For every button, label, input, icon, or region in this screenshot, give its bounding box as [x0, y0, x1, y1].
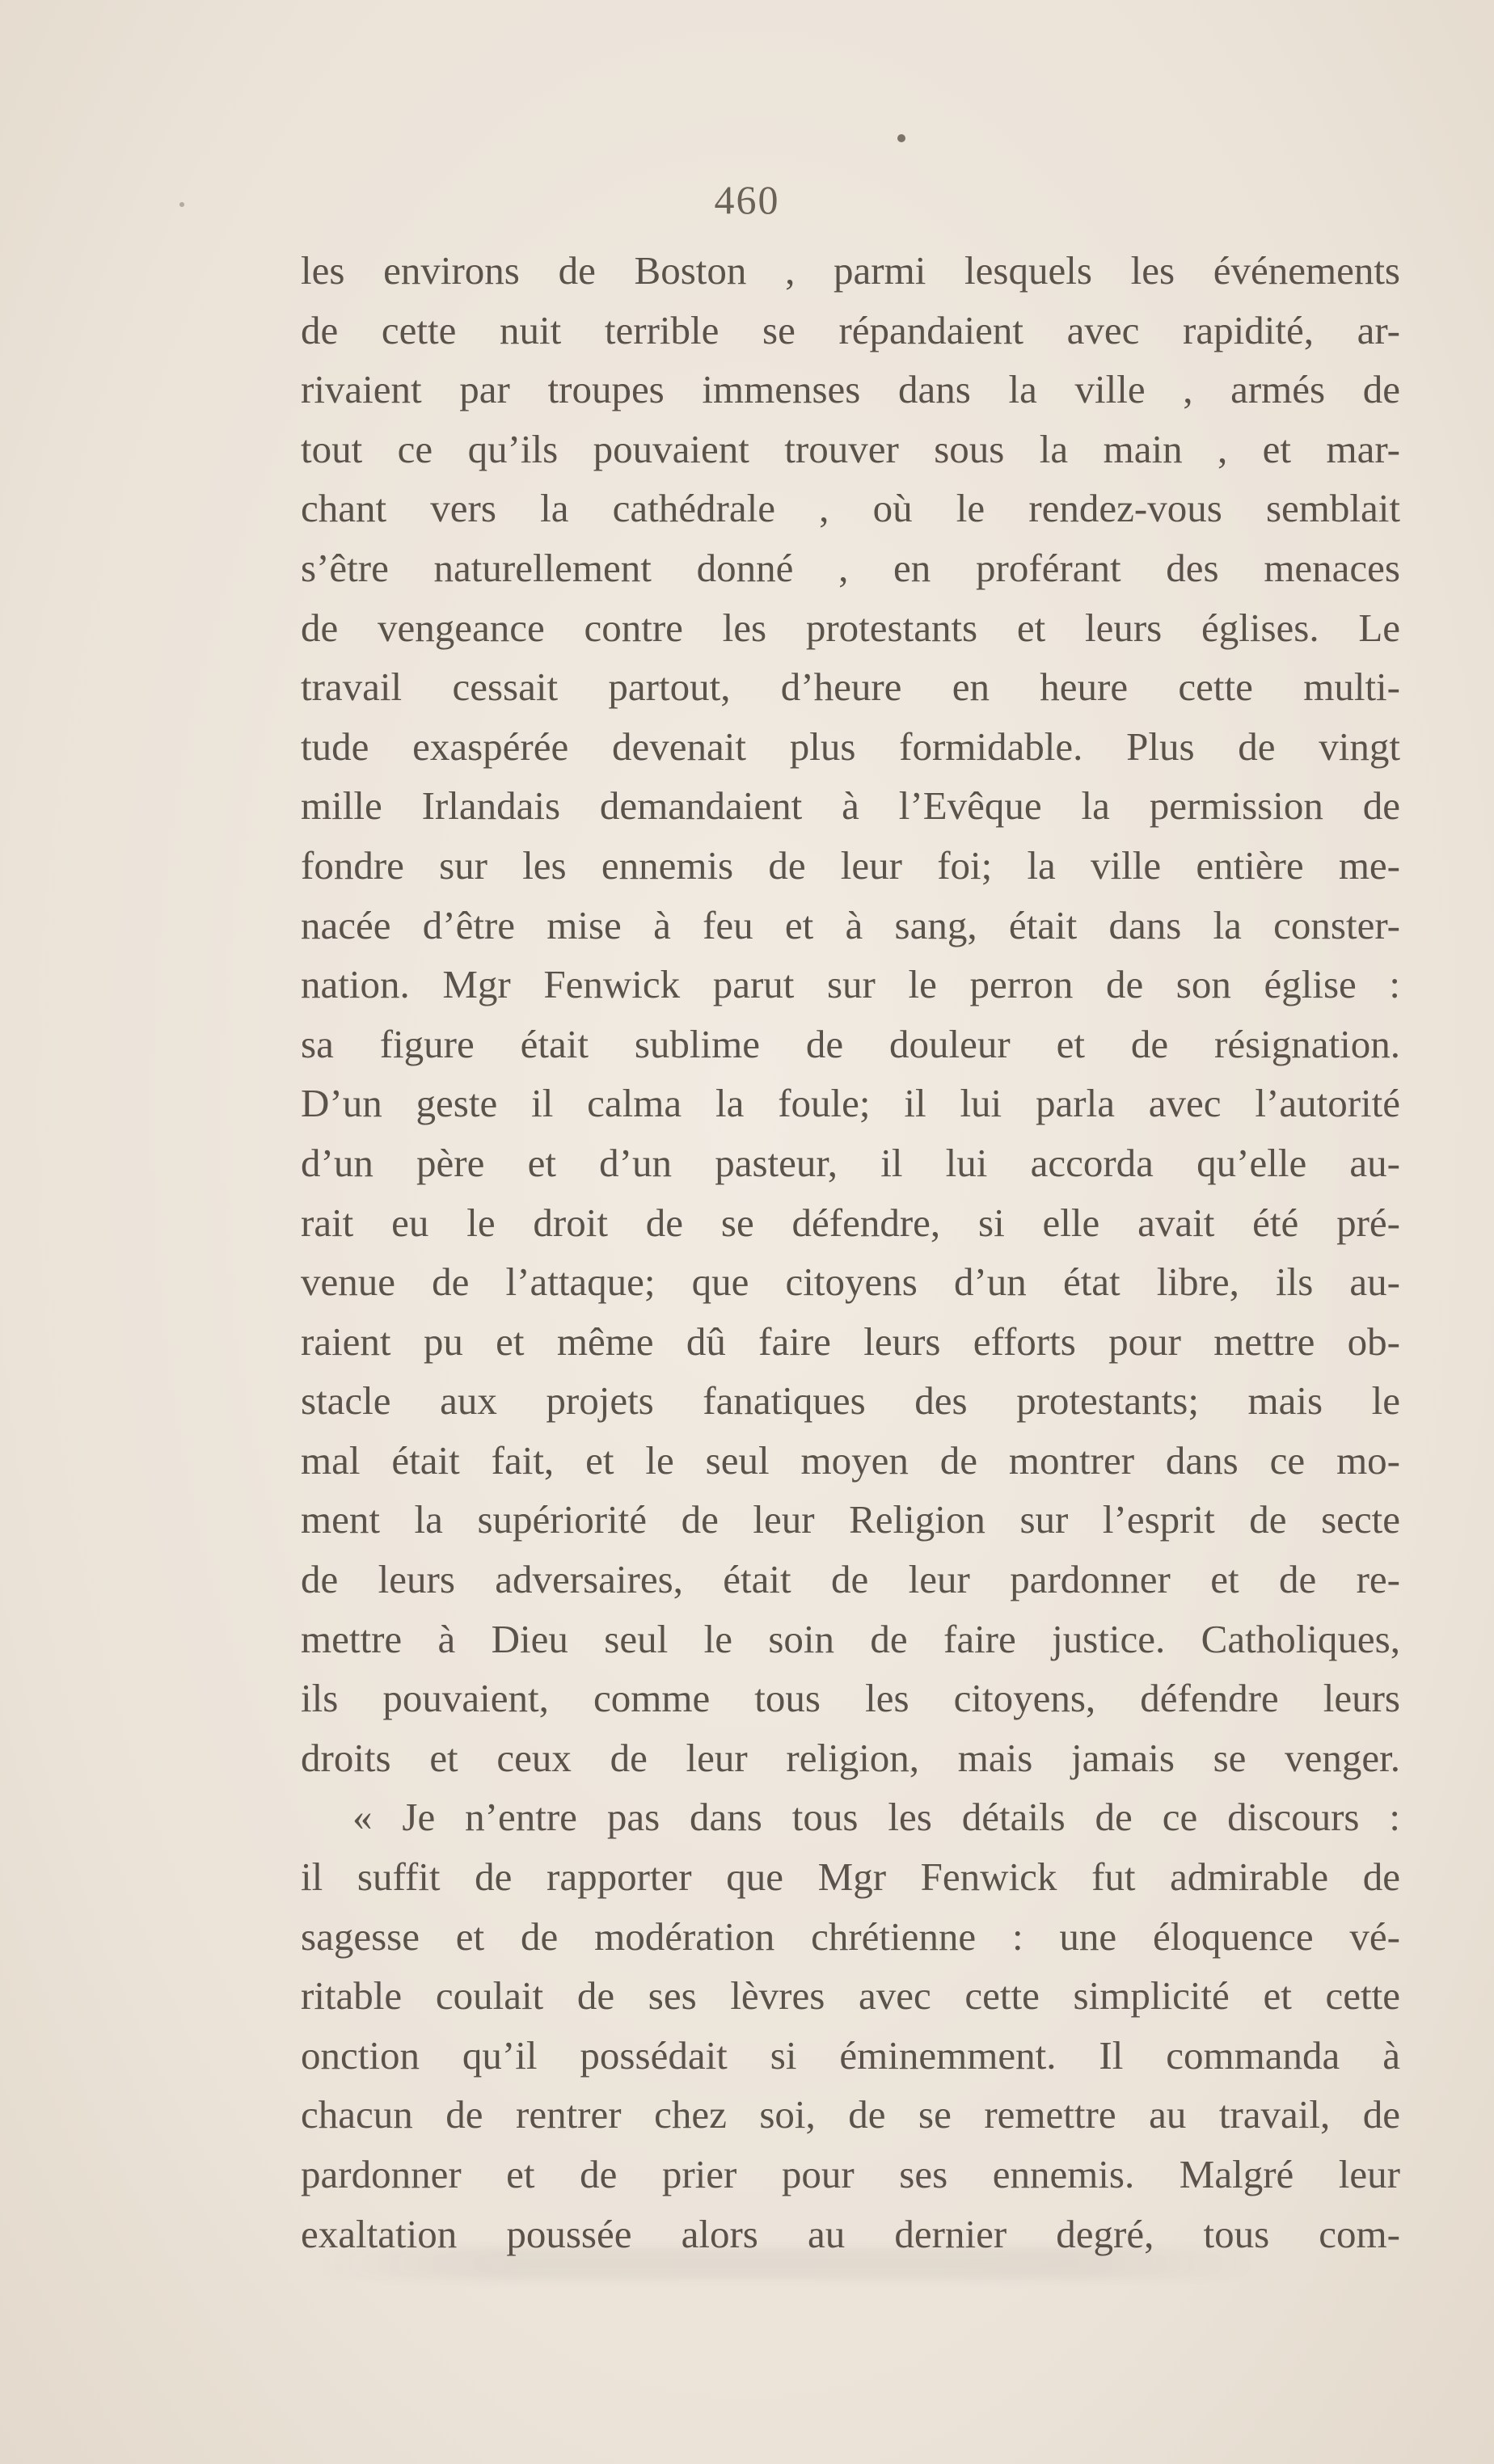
text-line: raient pu et même dû faire leurs efforts pour mettre ob- — [301, 1318, 1400, 1364]
text-line: « Je n’entre pas dans tous les détails de ce discours : — [352, 1795, 1400, 1840]
text-line: mal était fait, et le seul moyen de montrer dans ce mo- — [301, 1437, 1400, 1483]
text-line: nation. Mgr Fenwick parut sur le perron de son église : — [301, 962, 1400, 1007]
text-line: tout ce qu’ils pouvaient trouver sous la main , et mar- — [301, 426, 1400, 471]
ink-speck — [897, 134, 905, 142]
text-line: mille Irlandais demandaient à l’Evêque la permission de — [301, 783, 1400, 829]
text-line: d’un père et d’un pasteur, il lui accorda qu’elle au- — [301, 1140, 1400, 1185]
text-line: exaltation poussée alors au dernier degré, tous com- — [301, 2211, 1400, 2256]
text-line: D’un geste il calma la foule; il lui parla avec l’autorité — [301, 1081, 1400, 1126]
text-line: nacée d’être mise à feu et à sang, était dans la conster- — [301, 902, 1400, 947]
text-line: de cette nuit terrible se répandaient avec rapidité, ar- — [301, 307, 1400, 352]
text-line: il suffit de rapporter que Mgr Fenwick fut admirable de — [301, 1854, 1400, 1900]
body-text — [301, 241, 1400, 2264]
text-line: sagesse et de modération chrétienne : une éloquence vé- — [301, 1913, 1400, 1959]
text-line: ritable coulait de ses lèvres avec cette simplicité et cette — [301, 1973, 1400, 2019]
text-line: sa figure était sublime de douleur et de résignation. — [301, 1021, 1400, 1066]
text-line: stacle aux projets fanatiques des protestants; mais le — [301, 1378, 1400, 1424]
text-line: pardonner et de prier pour ses ennemis. Malgré leur — [301, 2152, 1400, 2196]
text-line: fondre sur les ennemis de leur foi; la ville entière me- — [301, 842, 1400, 888]
text-line: chant vers la cathédrale , où le rendez-vous semblait — [301, 486, 1400, 531]
text-line: tude exaspérée devenait plus formidable. Plus de vingt — [301, 724, 1400, 769]
text-line: chacun de rentrer chez soi, de se remettre au travail, de — [301, 2092, 1400, 2137]
text-line: s’être naturellement donné , en proférant des menaces — [301, 545, 1400, 590]
text-line: onction qu’il possédait si éminemment. Il commanda à — [301, 2032, 1400, 2078]
text-line: droits et ceux de leur religion, mais jamais se venger. — [301, 1735, 1400, 1780]
page-number: 460 — [714, 177, 780, 222]
show-through-shadow — [307, 2247, 1277, 2280]
text-line: les environs de Boston , parmi lesquels les événements — [301, 248, 1400, 293]
text-line: ment la supériorité de leur Religion sur l’esprit de secte — [301, 1497, 1400, 1542]
text-line: venue de l’attaque; que citoyens d’un état libre, ils au- — [301, 1259, 1400, 1305]
text-line: rivaient par troupes immenses dans la ville , armés de — [301, 367, 1400, 412]
text-line: travail cessait partout, d’heure en heure cette multi- — [301, 665, 1400, 710]
text-line: de leurs adversaires, était de leur pardonner et de re- — [301, 1557, 1400, 1602]
text-line: rait eu le droit de se défendre, si elle avait été pré- — [301, 1200, 1400, 1245]
text-line: mettre à Dieu seul le soin de faire justice. Catholiques, — [301, 1616, 1400, 1661]
text-line: ils pouvaient, comme tous les citoyens, défendre leurs — [301, 1676, 1400, 1721]
text-line: de vengeance contre les protestants et leurs églises. Le — [301, 605, 1400, 650]
